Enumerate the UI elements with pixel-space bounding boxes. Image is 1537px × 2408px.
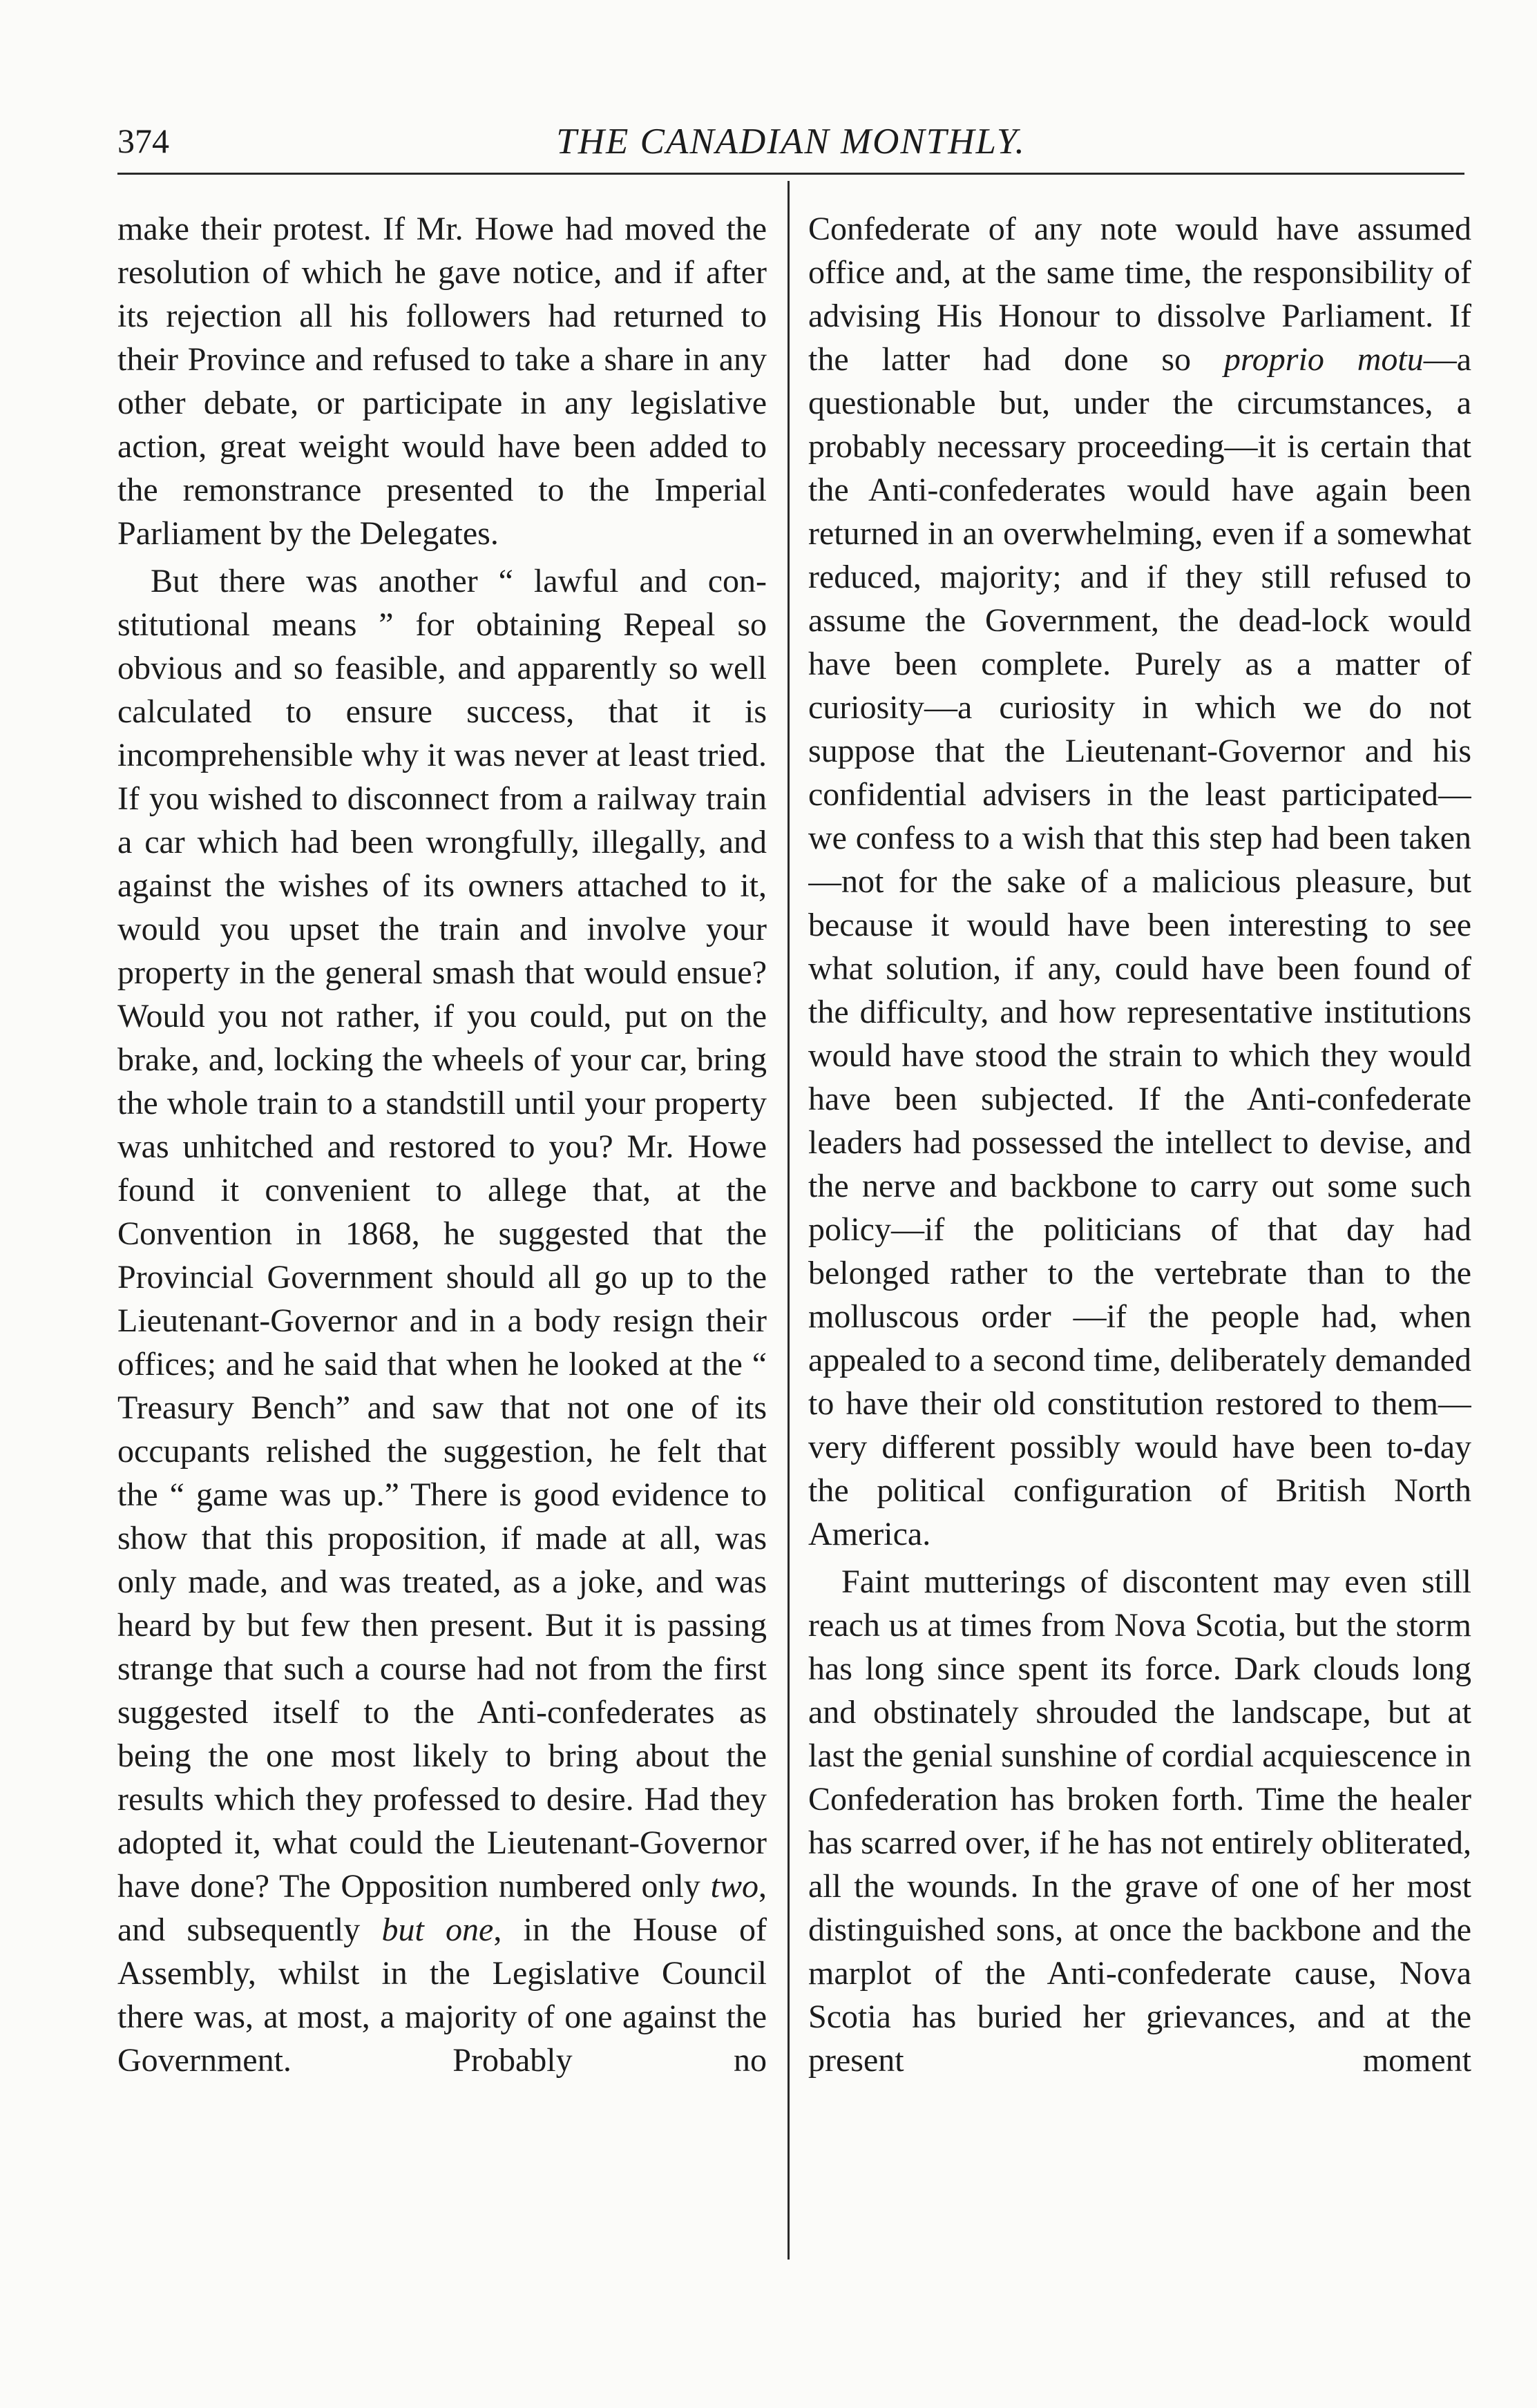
- paragraph: make their protest. If Mr. Howe had moved the resolution of which he gave notice, and if after its rejection all his followers had returned to their Province and refused to take a share in any other debate, or participate in any legislative action, great weight would have been added to the remonstrance presented to the Imperial Parliament by the Delegates.: [117, 211, 767, 552]
- right-column: [808, 207, 1471, 2272]
- column-divider: [787, 181, 790, 2260]
- paragraph: [808, 207, 1471, 1556]
- text-run: But there was another “ lawful and constitutional means ” for obtaining Repeal so obvious and so feasible, and apparently so well calculated to ensure success, that it is incomprehensible why it was never at least tried. If you wished to disconnect from a railway train a car which had been wrongfully, illegally, and against the wishes of its owners attached to it, would you upset the train and involve your property in the general smash that would ensue? Would you not rather, if you could, put on the brake, and, locking the wheels of your car, bring the whole train to a standstill until your property was unhitched and restored to you? Mr. Howe found it convenient to allege that, at the Convention in 1868, he suggested that the Provincial Government should all go up to the Lieutenant-Governor and in a body resign their offices; and he said that when he looked at the “ Treasury Bench” and saw that not one of its occupants relished the suggestion, he felt that the “ game was up.” There is good evidence to show that this proposition, if made at all, was only made, and was treated, as a joke, and was heard by but few then present. But it is passing strange that such a course had not from the first suggested itself to the Anti-confederates as being the one most likely to bring about the results which they professed to desire. Had they adopted it, what could the Lieutenant-Governor have done? The Opposition numbered only: [117, 563, 767, 1905]
- italic-text: proprio motu: [1223, 341, 1424, 378]
- text-run: , in the House of Assembly, whilst in the Legislative Council there was, at most, a majority of one against the Government. Probably no: [117, 1911, 767, 2079]
- text-run: , and subsequently: [117, 1868, 767, 1948]
- page-number: 374: [117, 122, 169, 160]
- paragraph: Faint mutterings of discontent may even still reach us at times from Nova Scotia, but the storm has long since spent its force. Dark clouds long and obstinately shrouded the landscape, but at last the genial sunshine of cordial acquiescence in Confederation has broken forth. Time the healer has scarred over, if he has not entirely obliterated, all the wounds. In the grave of one of her most distinguished sons, at once the backbone and the marplot of the Anti-confederate cause, Nova Scotia has buried her grievances, and at the present moment: [808, 1563, 1471, 2079]
- paragraph: [117, 559, 767, 2082]
- italic-text: but one: [381, 1911, 494, 1948]
- text-run: Confederate of any note would have assumed office and, at the same time, the responsibility of advising His Honour to dissolve Parliament. If the latter had done so: [808, 211, 1471, 378]
- left-column: [117, 207, 767, 2272]
- header-rule: [117, 173, 1464, 175]
- italic-text: two: [710, 1868, 759, 1905]
- running-title: THE CANADIAN MONTHLY.: [556, 122, 1026, 162]
- text-run: —a questionable but, under the circumstances, a probably necessary proceeding—it is certain that the Anti-confederates would have again been returned in an overwhelming, even if a somewhat reduced, majority; and if they still refused to assume the Government, the dead-lock would have been complete. Purely as a matter of curiosity—a curiosity in which we do not suppose that the Lieutenant-Governor and his confidential advisers in the least participated—we confess to a wish that this step had been taken—not for the sake of a malicious pleasure, but because it would have been interesting to see what solution, if any, could have been found of the difficulty, and how representative institutions would have stood the strain to which they would have been subjected. If the Anti-confederate leaders had possessed the intellect to devise, and the nerve and backbone to carry out some such policy—if the politicians of that day had belonged rather to the vertebrate than to the molluscous order —if the people had, when appealed to a second time, deliberately demanded to have their old constitution restored to them—very different possibly would have been to-day the political configuration of British North America.: [808, 341, 1471, 1552]
- page-header: [117, 121, 1464, 176]
